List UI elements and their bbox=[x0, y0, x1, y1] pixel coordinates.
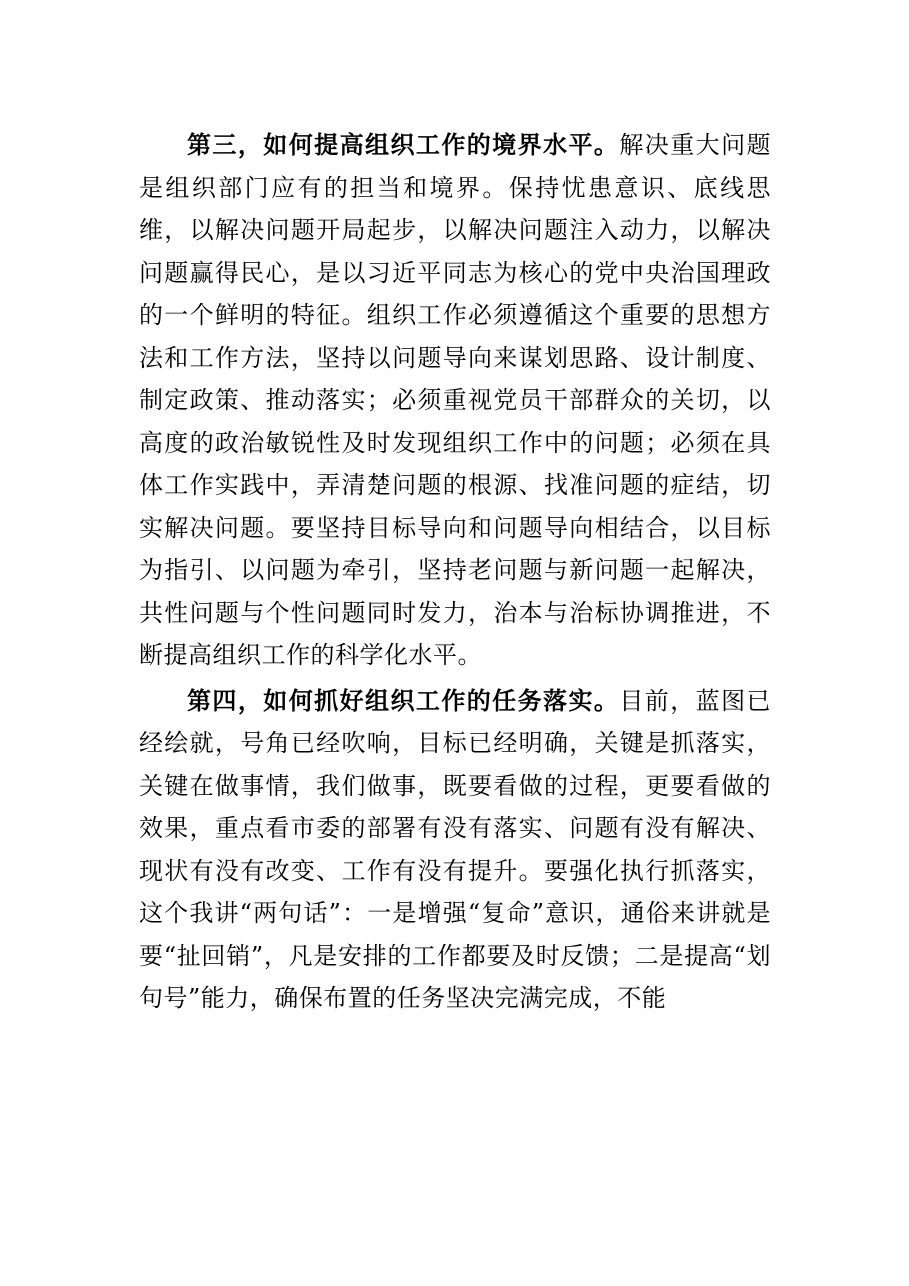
document-body bbox=[139, 124, 771, 1023]
paragraph-third-text: 解决重大问题是组织部门应有的担当和境界。保持忧患意识、底线思维，以解决问题开局起步，以解决问题注入动力，以解决问题赢得民心，是以习近平同志为核心的党中央治国理政的一个鲜明的特征。组织工作必须遵循这个重要的思想方法和工作方法，坚持以问题导向来谋划思路、设计制度、制定政策、推动落实；必须重视党员干部群众的关切，以高度的政治敏锐性及时发现组织工作中的问题；必须在具体工作实践中，弄清楚问题的根源、找准问题的症结，切实解决问题。要坚持目标导向和问题导向相结合，以目标为指引、以问题为牵引，坚持老问题与新问题一起解决，共性问题与个性问题同时发力，治本与治标协调推进，不断提高组织工作的科学化水平。 bbox=[139, 131, 772, 669]
paragraph-fourth-heading: 第四，如何抓好组织工作的任务落实。 bbox=[187, 685, 620, 715]
paragraph-third-heading: 第三，如何提高组织工作的境界水平。 bbox=[187, 130, 620, 159]
paragraph-third bbox=[139, 124, 771, 677]
paragraph-fourth bbox=[139, 680, 771, 1020]
paragraph-fourth-text: 目前，蓝图已经绘就，号角已经吹响，目标已经明确，关键是抓落实，关键在做事情，我们做事，既要看做的过程，更要看做的效果，重点看市委的部署有没有落实、问题有没有解决、现状有没有改变、工作有没有提升。要强化执行抓落实，这个我讲“两句话”：一是增强“复命”意识，通俗来讲就是要“扯回销”，凡是安排的工作都要及时反馈；二是提高“划句号”能力，确保布置的任务坚决完满完成，不能 bbox=[139, 686, 772, 1012]
